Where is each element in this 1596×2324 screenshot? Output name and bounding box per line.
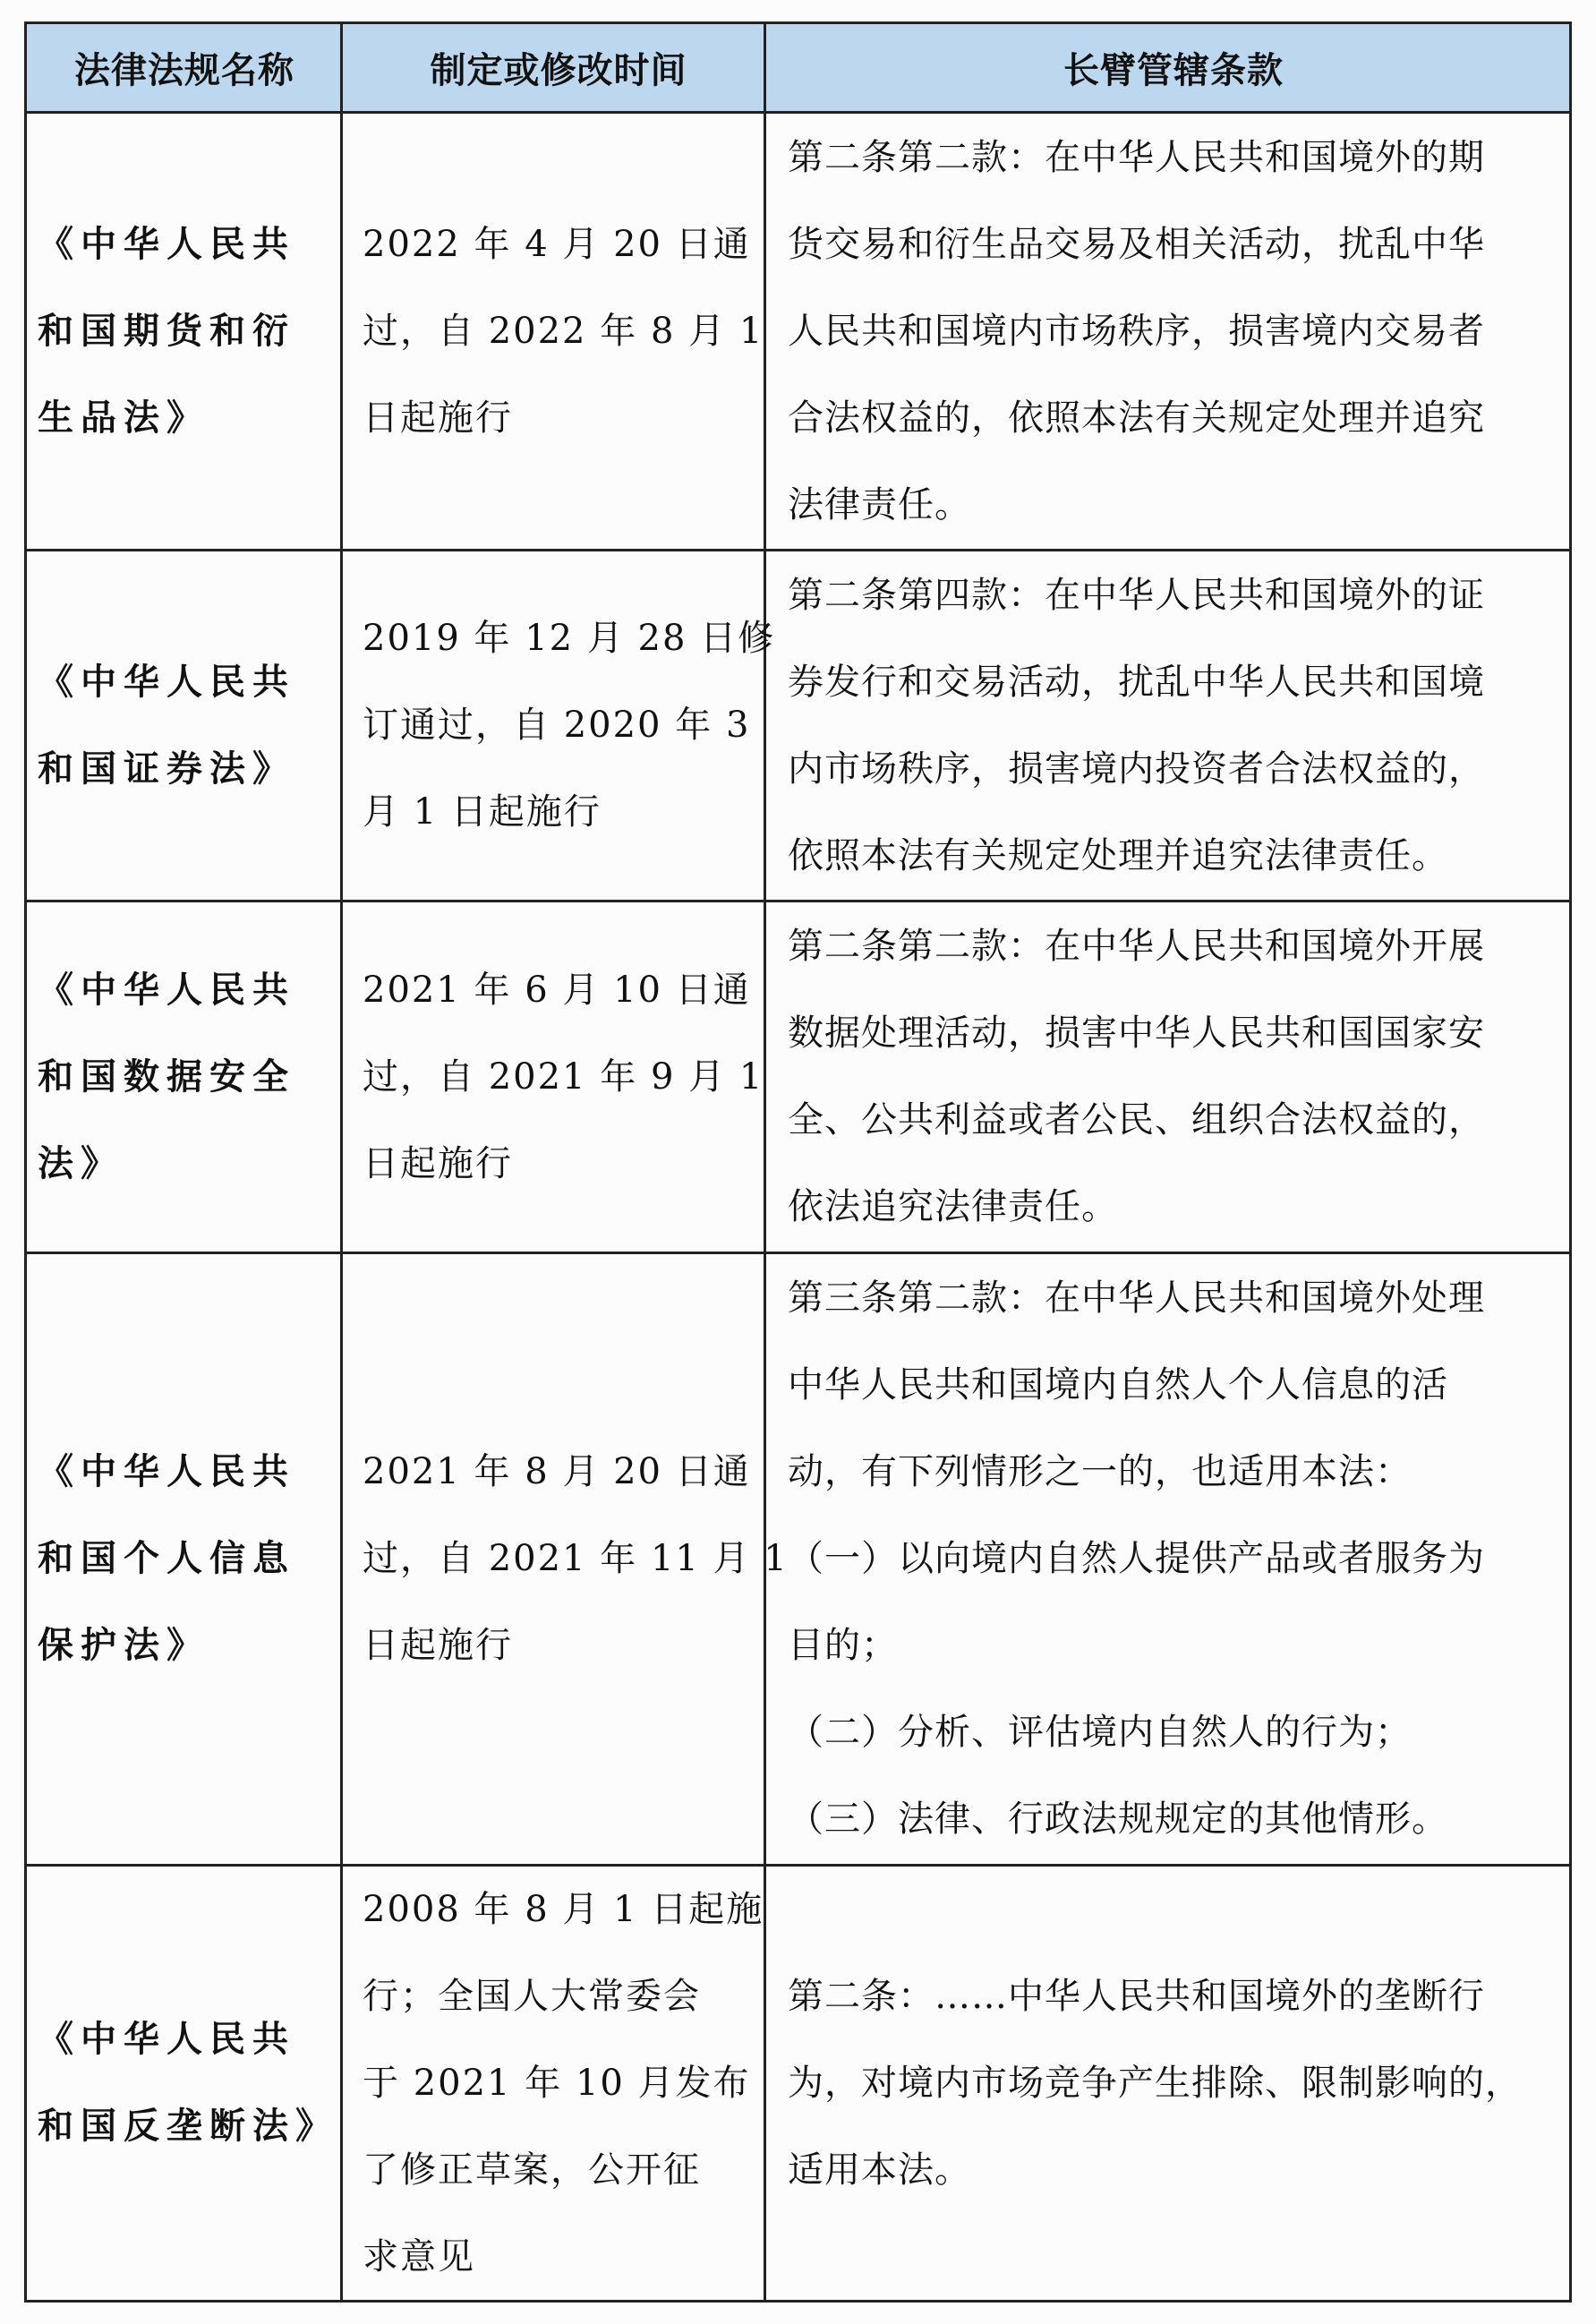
header-date <box>343 24 766 111</box>
law-name-line: 《中华人民共 <box>38 2019 295 2060</box>
law-name-line: 《中华人民共 <box>38 223 295 265</box>
table-row <box>27 1867 1569 2300</box>
law-name-line: 和国反垄断法》 <box>38 2106 338 2147</box>
date-line: 行；全国人大常委会 <box>363 1975 701 2017</box>
clause-line: 第三条第二款：在中华人民共和国境外处理 <box>788 1277 1485 1319</box>
clause-line: 人民共和国境内市场秩序，损害境内交易者 <box>788 310 1485 352</box>
clause-line: 第二条第四款：在中华人民共和国境外的证 <box>788 574 1485 616</box>
law-name-line: 《中华人民共 <box>38 661 295 703</box>
clause-line: （一）以向境内自然人提供产品或者服务为 <box>788 1538 1485 1579</box>
clause-line: 动，有下列情形之一的，也适用本法： <box>788 1451 1412 1492</box>
clause-cell <box>766 902 1572 1252</box>
clause-line: （三）法律、行政法规规定的其他情形。 <box>788 1799 1448 1840</box>
clause-line: 第二条：……中华人民共和国境外的垄断行 <box>788 1975 1485 2017</box>
date-line: 过，自 2021 年 11 月 1 <box>363 1538 789 1579</box>
date-line: 2008 年 8 月 1 日起施 <box>363 1888 764 1930</box>
clause-line: 数据处理活动，损害中华人民共和国国家安 <box>788 1012 1485 1054</box>
date-cell <box>343 902 766 1252</box>
law-name-line: 《中华人民共 <box>38 1451 295 1492</box>
date-line: 月 1 日起施行 <box>363 791 602 833</box>
clause-line: 依照本法有关规定处理并追究法律责任。 <box>788 834 1448 876</box>
table-header-row <box>27 24 1569 114</box>
header-clause <box>766 24 1572 111</box>
date-cell <box>343 1867 766 2300</box>
clause-line: 法律责任。 <box>788 483 971 525</box>
header-law-name <box>27 24 343 111</box>
clause-line: 为，对境内市场竞争产生排除、限制影响的， <box>788 2062 1522 2104</box>
clause-line: 适用本法。 <box>788 2149 971 2191</box>
table-row <box>27 1254 1569 1867</box>
date-line: 2021 年 6 月 10 日通 <box>363 969 751 1011</box>
law-name-cell <box>27 902 343 1252</box>
clause-cell <box>766 1867 1572 2300</box>
date-line: 日起施行 <box>363 1142 513 1184</box>
clause-line: 内市场秩序，损害境内投资者合法权益的， <box>788 748 1485 790</box>
table-row <box>27 902 1569 1254</box>
clause-cell <box>766 1254 1572 1864</box>
date-line: 日起施行 <box>363 397 513 439</box>
clause-line: 第二条第二款：在中华人民共和国境外开展 <box>788 926 1485 967</box>
law-name-line: 和国证券法》 <box>38 748 295 790</box>
date-cell <box>343 114 766 549</box>
law-name-line: 保护法》 <box>38 1625 209 1666</box>
header-law-name-label: 法律法规名称 <box>74 50 294 91</box>
clause-line: 货交易和衍生品交易及相关活动，扰乱中华 <box>788 223 1485 265</box>
law-name-line: 和国数据安全 <box>38 1055 295 1098</box>
date-line: 2019 年 12 月 28 日修 <box>363 618 776 659</box>
clause-cell <box>766 114 1572 549</box>
law-name-line: 生品法》 <box>38 397 209 439</box>
clause-line: 合法权益的，依照本法有关规定处理并追究 <box>788 397 1485 439</box>
header-clause-label: 长臂管辖条款 <box>1063 50 1284 91</box>
date-line: 订通过，自 2020 年 3 <box>363 705 751 746</box>
date-cell <box>343 1254 789 1864</box>
clause-line: 依法追究法律责任。 <box>788 1186 1118 1227</box>
date-line: 求意见 <box>363 2235 475 2277</box>
table-row <box>27 114 1569 551</box>
law-name-cell <box>27 1254 343 1864</box>
law-name-cell <box>27 114 343 549</box>
clause-line: 中华人民共和国境内自然人个人信息的活 <box>788 1364 1448 1406</box>
date-line: 2022 年 4 月 20 日通 <box>363 223 751 265</box>
date-line: 2021 年 8 月 20 日通 <box>363 1451 751 1492</box>
law-name-cell <box>27 1867 343 2300</box>
date-line: 过，自 2021 年 9 月 1 <box>363 1055 764 1098</box>
law-name-line: 和国期货和衍 <box>38 310 295 352</box>
clause-line: 券发行和交易活动，扰乱中华人民共和国境 <box>788 661 1485 703</box>
law-name-line: 《中华人民共 <box>38 969 295 1011</box>
clause-line: （二）分析、评估境内自然人的行为； <box>788 1712 1412 1753</box>
clause-line: 目的； <box>788 1625 898 1666</box>
clause-cell <box>766 551 1572 900</box>
date-line: 日起施行 <box>363 1625 513 1666</box>
law-name-line: 法》 <box>38 1142 124 1184</box>
table-row <box>27 551 1569 902</box>
date-line: 于 2021 年 10 月发布 <box>363 2062 751 2104</box>
long-arm-jurisdiction-table <box>24 21 1572 2303</box>
header-date-label: 制定或修改时间 <box>430 50 687 91</box>
clause-line: 全、公共利益或者公民、组织合法权益的， <box>788 1099 1485 1141</box>
date-line: 了修正草案，公开征 <box>363 2149 701 2191</box>
clause-line: 第二条第二款：在中华人民共和国境外的期 <box>788 136 1485 178</box>
date-line: 过，自 2022 年 8 月 1 <box>363 310 764 352</box>
law-name-cell <box>27 551 343 900</box>
date-cell <box>343 551 776 900</box>
law-name-line: 和国个人信息 <box>38 1538 295 1579</box>
